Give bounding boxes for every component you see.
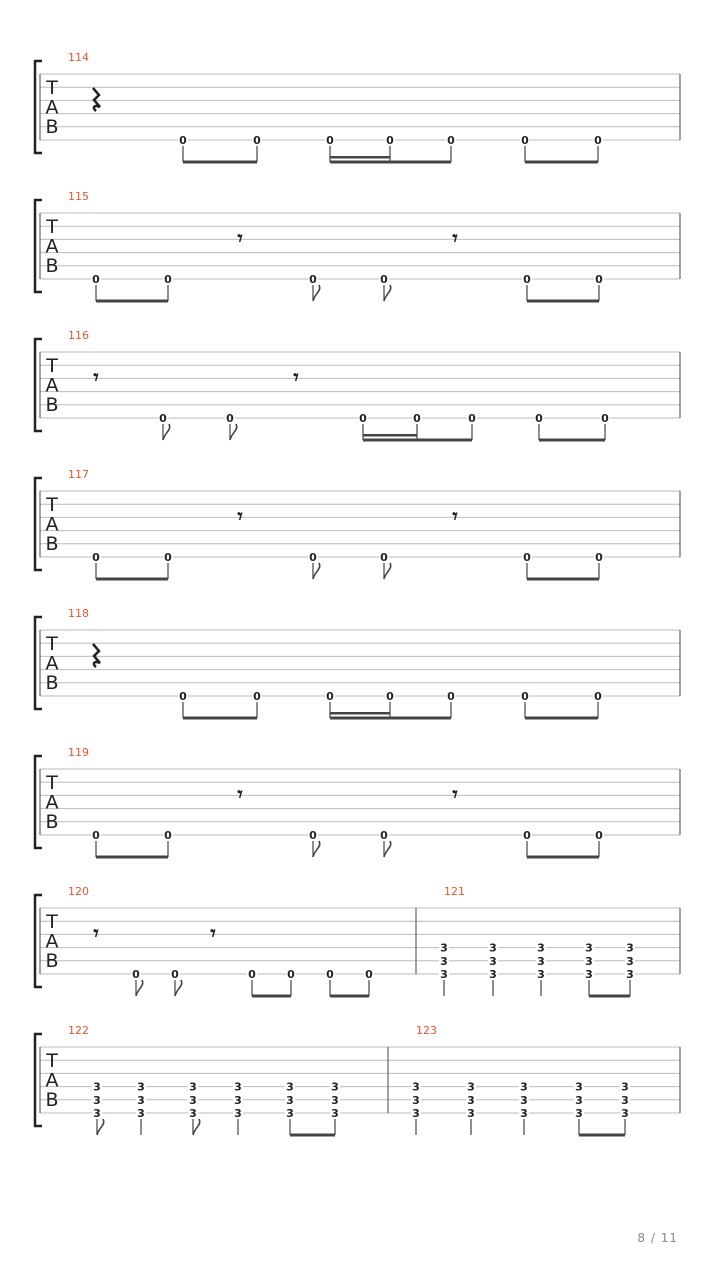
fret-number: 0 — [447, 134, 455, 147]
tab-clef-letter: T — [46, 772, 58, 794]
tab-clef-letter: T — [46, 1050, 58, 1072]
fret-number: 0 — [179, 690, 187, 703]
fret-number: 3 — [520, 1093, 528, 1107]
eighth-flag — [384, 841, 391, 857]
fret-number: 3 — [537, 954, 545, 968]
measure-number: 115 — [68, 190, 89, 203]
fret-number: 0 — [171, 968, 179, 981]
fret-number: 0 — [523, 551, 531, 564]
page-number: 8 / 11 — [637, 1231, 678, 1245]
fret-number: 0 — [380, 551, 388, 564]
fret-number: 0 — [447, 690, 455, 703]
fret-number: 3 — [137, 1107, 145, 1120]
eighth-beam — [183, 717, 257, 720]
measure-number: 121 — [444, 885, 465, 898]
fret-number: 3 — [331, 1080, 339, 1094]
system-bracket — [35, 895, 42, 987]
fret-number: 3 — [286, 1107, 294, 1120]
fret-number: 3 — [286, 1080, 294, 1094]
fret-number: 0 — [132, 968, 140, 981]
fret-number: 0 — [595, 829, 603, 842]
eighth-flag — [193, 1119, 200, 1135]
fret-number: 0 — [594, 690, 602, 703]
eighth-rest: 𝄾 — [452, 504, 458, 528]
fret-number: 0 — [287, 968, 295, 981]
fret-number: 3 — [440, 941, 448, 955]
measure-number: 120 — [68, 885, 89, 898]
sixteenth-beam — [330, 156, 390, 159]
fret-number: 0 — [253, 134, 261, 147]
fret-number: 0 — [309, 829, 317, 842]
measure-number: 122 — [68, 1024, 89, 1037]
sixteenth-beam — [330, 712, 390, 715]
fret-number: 3 — [585, 968, 593, 981]
fret-number: 3 — [412, 1093, 420, 1107]
tab-staff-system — [35, 885, 680, 998]
measure-number: 114 — [68, 51, 89, 64]
fret-number: 0 — [164, 551, 172, 564]
fret-number: 0 — [521, 690, 529, 703]
eighth-beam — [527, 578, 599, 581]
fret-number: 3 — [575, 1107, 583, 1120]
tab-clef-letter: B — [45, 811, 59, 833]
eighth-flag — [175, 980, 182, 996]
fret-number: 3 — [234, 1093, 242, 1107]
eighth-beam — [539, 439, 605, 442]
eighth-rest: 𝄾 — [237, 226, 243, 250]
fret-number: 3 — [137, 1093, 145, 1107]
fret-number: 0 — [359, 412, 367, 425]
tab-clef-letter: B — [45, 255, 59, 277]
tab-staff-system — [35, 607, 680, 720]
fret-number: 0 — [92, 273, 100, 286]
fret-number: 3 — [93, 1093, 101, 1107]
fret-number: 3 — [412, 1107, 420, 1120]
fret-number: 0 — [326, 968, 334, 981]
quarter-rest — [93, 644, 100, 667]
fret-number: 3 — [621, 1107, 629, 1120]
eighth-flag — [97, 1119, 104, 1135]
fret-number: 3 — [331, 1093, 339, 1107]
measure-number: 118 — [68, 607, 89, 620]
eighth-flag — [384, 285, 391, 301]
measure-number: 117 — [68, 468, 89, 481]
fret-number: 0 — [159, 412, 167, 425]
fret-number: 3 — [621, 1093, 629, 1107]
eighth-beam — [96, 856, 168, 859]
eighth-beam — [579, 1134, 625, 1137]
tab-clef-letter: A — [45, 791, 59, 814]
eighth-rest: 𝄾 — [237, 504, 243, 528]
fret-number: 0 — [468, 412, 476, 425]
fret-number: 3 — [93, 1107, 101, 1120]
fret-number: 3 — [234, 1107, 242, 1120]
fret-number: 0 — [309, 551, 317, 564]
eighth-beam — [183, 161, 257, 164]
fret-number: 0 — [386, 134, 394, 147]
fret-number: 0 — [326, 134, 334, 147]
fret-number: 3 — [585, 941, 593, 955]
eighth-rest: 𝄾 — [293, 365, 299, 389]
tab-clef-letter: A — [45, 930, 59, 953]
tab-clef-letter: A — [45, 513, 59, 536]
fret-number: 3 — [626, 954, 634, 968]
tab-clef-letter: A — [45, 235, 59, 258]
system-bracket — [35, 617, 42, 709]
fret-number: 0 — [92, 829, 100, 842]
system-bracket — [35, 339, 42, 431]
fret-number: 0 — [179, 134, 187, 147]
tab-clef-letter: B — [45, 533, 59, 555]
fret-number: 3 — [520, 1107, 528, 1120]
measure-number: 119 — [68, 746, 89, 759]
tab-clef-letter: A — [45, 374, 59, 397]
fret-number: 3 — [621, 1080, 629, 1094]
fret-number: 3 — [467, 1107, 475, 1120]
fret-number: 3 — [331, 1107, 339, 1120]
fret-number: 0 — [253, 690, 261, 703]
fret-number: 0 — [92, 551, 100, 564]
system-bracket — [35, 756, 42, 848]
eighth-rest: 𝄾 — [210, 921, 216, 945]
fret-number: 3 — [412, 1080, 420, 1094]
fret-number: 0 — [226, 412, 234, 425]
fret-number: 3 — [467, 1080, 475, 1094]
fret-number: 3 — [286, 1093, 294, 1107]
tab-clef-letter: T — [46, 911, 58, 933]
tab-staff-system — [35, 468, 680, 581]
tab-clef-letter: B — [45, 1089, 59, 1111]
eighth-flag — [313, 563, 320, 579]
fret-number: 3 — [489, 941, 497, 955]
eighth-rest: 𝄾 — [452, 226, 458, 250]
system-bracket — [35, 61, 42, 153]
tab-staff-system — [35, 746, 680, 859]
tab-clef-letter: T — [46, 216, 58, 238]
eighth-rest: 𝄾 — [237, 782, 243, 806]
fret-number: 3 — [626, 941, 634, 955]
system-bracket — [35, 478, 42, 570]
fret-number: 0 — [380, 829, 388, 842]
tab-clef-letter: T — [46, 77, 58, 99]
fret-number: 3 — [489, 954, 497, 968]
measure-number: 116 — [68, 329, 89, 342]
tab-clef-letter: B — [45, 672, 59, 694]
eighth-flag — [230, 424, 237, 440]
eighth-rest: 𝄾 — [93, 365, 99, 389]
fret-number: 3 — [520, 1080, 528, 1094]
eighth-beam — [252, 995, 291, 998]
fret-number: 0 — [365, 968, 373, 981]
eighth-beam — [330, 995, 369, 998]
fret-number: 3 — [537, 968, 545, 981]
eighth-rest: 𝄾 — [452, 782, 458, 806]
eighth-beam — [290, 1134, 335, 1137]
tab-staff-system — [35, 190, 680, 303]
eighth-beam — [96, 578, 168, 581]
fret-number: 0 — [164, 829, 172, 842]
tab-clef-letter: B — [45, 950, 59, 972]
fret-number: 0 — [413, 412, 421, 425]
eighth-beam — [525, 161, 598, 164]
eighth-flag — [136, 980, 143, 996]
fret-number: 3 — [467, 1093, 475, 1107]
fret-number: 3 — [440, 954, 448, 968]
fret-number: 3 — [189, 1080, 197, 1094]
measure-number: 123 — [416, 1024, 437, 1037]
fret-number: 0 — [595, 551, 603, 564]
tab-clef-letter: A — [45, 96, 59, 119]
quarter-rest — [93, 88, 100, 111]
fret-number: 3 — [575, 1093, 583, 1107]
tab-clef-letter: B — [45, 394, 59, 416]
fret-number: 3 — [189, 1093, 197, 1107]
fret-number: 0 — [309, 273, 317, 286]
eighth-flag — [163, 424, 170, 440]
tab-clef-letter: T — [46, 355, 58, 377]
fret-number: 3 — [189, 1107, 197, 1120]
eighth-flag — [313, 285, 320, 301]
fret-number: 3 — [626, 968, 634, 981]
tab-clef-letter: T — [46, 494, 58, 516]
fret-number: 0 — [523, 273, 531, 286]
fret-number: 0 — [386, 690, 394, 703]
fret-number: 0 — [521, 134, 529, 147]
fret-number: 0 — [380, 273, 388, 286]
sixteenth-beam — [363, 434, 417, 437]
eighth-beam — [96, 300, 168, 303]
eighth-beam — [589, 995, 630, 998]
fret-number: 3 — [137, 1080, 145, 1094]
fret-number: 0 — [594, 134, 602, 147]
fret-number: 3 — [575, 1080, 583, 1094]
tab-staff-system — [35, 1024, 680, 1137]
tab-staff-system — [35, 329, 680, 442]
tab-clef-letter: A — [45, 652, 59, 675]
tab-clef-letter: B — [45, 116, 59, 138]
fret-number: 0 — [601, 412, 609, 425]
fret-number: 0 — [248, 968, 256, 981]
eighth-beam — [527, 856, 599, 859]
fret-number: 3 — [537, 941, 545, 955]
fret-number: 0 — [326, 690, 334, 703]
fret-number: 0 — [535, 412, 543, 425]
tab-staff-system — [35, 51, 680, 164]
fret-number: 3 — [440, 968, 448, 981]
fret-number: 3 — [93, 1080, 101, 1094]
eighth-beam — [527, 300, 599, 303]
eighth-beam — [330, 717, 451, 720]
tab-clef-letter: T — [46, 633, 58, 655]
fret-number: 3 — [489, 968, 497, 981]
eighth-beam — [363, 439, 472, 442]
eighth-beam — [525, 717, 598, 720]
eighth-flag — [313, 841, 320, 857]
fret-number: 3 — [585, 954, 593, 968]
fret-number: 0 — [523, 829, 531, 842]
fret-number: 0 — [595, 273, 603, 286]
fret-number: 0 — [164, 273, 172, 286]
system-bracket — [35, 200, 42, 292]
tab-clef-letter: A — [45, 1069, 59, 1092]
system-bracket — [35, 1034, 42, 1126]
eighth-beam — [330, 161, 451, 164]
eighth-flag — [384, 563, 391, 579]
eighth-rest: 𝄾 — [93, 921, 99, 945]
fret-number: 3 — [234, 1080, 242, 1094]
